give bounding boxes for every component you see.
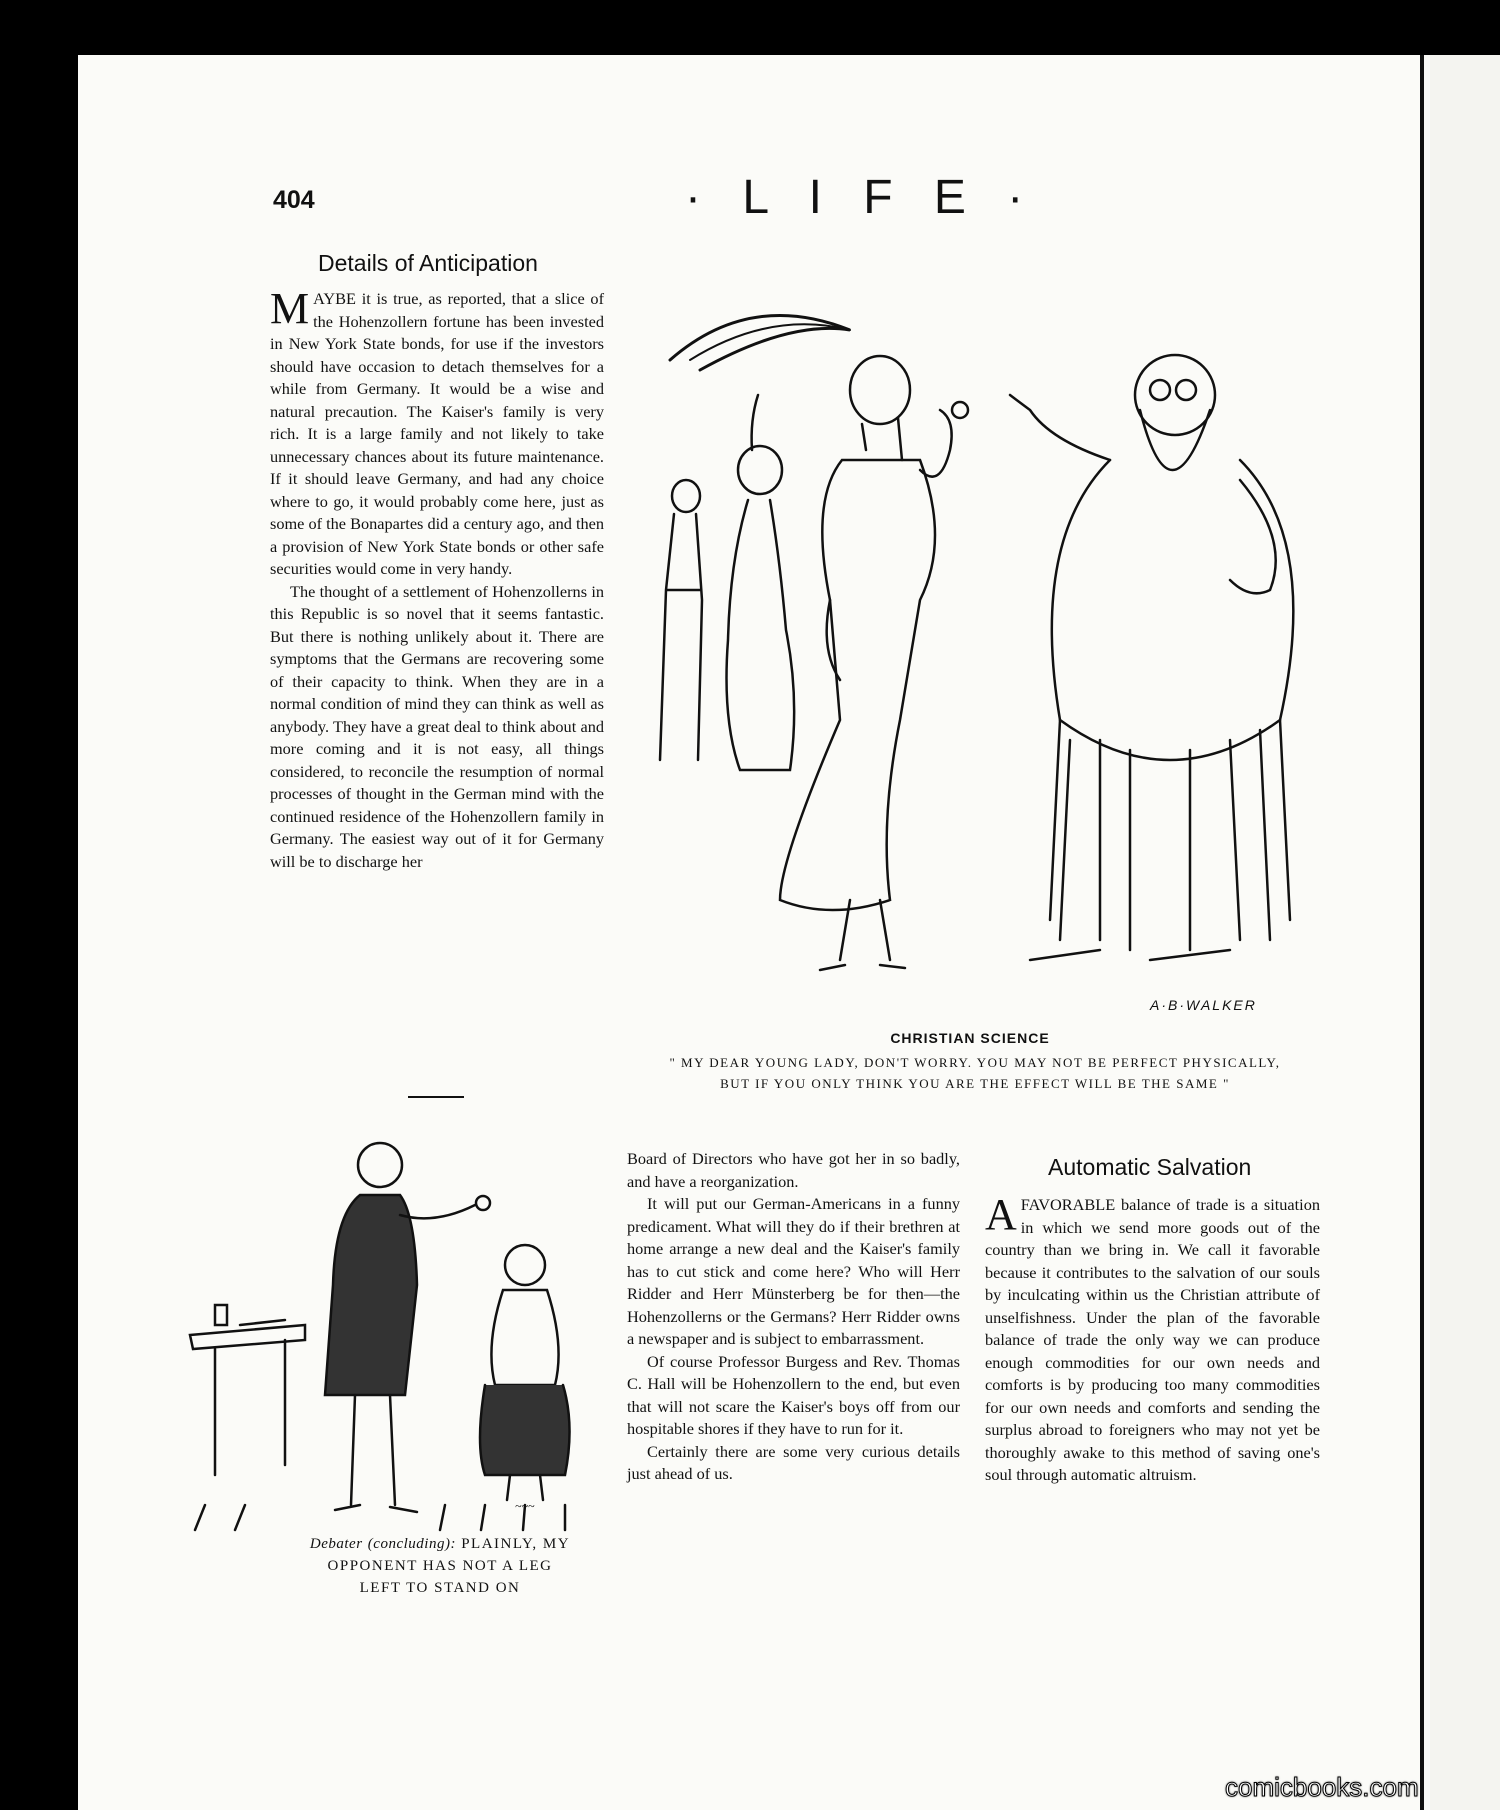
caption-quote-a: PLAINLY, MY <box>461 1536 571 1552</box>
page-gutter <box>1420 55 1424 1810</box>
dropcap-m: M <box>270 284 310 333</box>
illustration1-caption <box>640 1052 1310 1094</box>
article1-continued-2: It will put our German-Americans in a funny predicament. What will they do if their brethren at home arrange a new deal and the Kaiser's family has to cut stick and come here? Who will Herr Ridder and Herr Münsterberg be for then—the Hohenzollerns or the Germans? Herr Ridder owns a newspaper and is subject to embarrassment. <box>627 1194 960 1348</box>
article1-column1 <box>270 284 604 873</box>
article-title-details-of-anticipation: Details of Anticipation <box>318 250 538 276</box>
illustration2-signature-mark: ~~~ <box>515 1499 535 1513</box>
dropcap-a: A <box>985 1190 1017 1239</box>
illustration2-caption <box>255 1533 625 1599</box>
caption-quote-b: OPPONENT HAS NOT A LEG <box>327 1558 553 1574</box>
debater-illustration <box>185 1125 605 1535</box>
illustration1-signature: A·B·WALKER <box>1150 997 1257 1013</box>
illustration1-caption-line1: " MY DEAR YOUNG LADY, DON'T WORRY. YOU MAY NOT BE PERFECT PHYSICALLY, <box>669 1055 1281 1070</box>
watermark: comicbooks.com <box>1225 1772 1419 1802</box>
illustration1-caption-title: CHRISTIAN SCIENCE <box>890 1030 1050 1046</box>
caption-direction: (concluding): <box>367 1536 456 1552</box>
column-divider-rule <box>408 1096 464 1098</box>
illustration1-caption-line2: BUT IF YOU ONLY THINK YOU ARE THE EFFECT WILL BE THE SAME " <box>720 1076 1230 1091</box>
article2-column <box>985 1190 1320 1487</box>
article1-continued-3: Of course Professor Burgess and Rev. Thomas C. Hall will be Hohenzollern to the end, but even that will not scare the Kaiser's boys off from our hospitable shores if they have to run for it. <box>627 1351 960 1438</box>
article1-paragraph2: The thought of a settlement of Hohenzollerns in this Republic is so novel that it seems fantastic. But there is nothing unlikely about it. There are symptoms that the Germans are recovering some of their capacity to think. When they are in a normal condition of mind they can think as well as anybody. They have a great deal to think about and more coming and it is not easy, all things considered, to reconcile the resumption of normal processes of thought in the German mind with the continued residence of the Hohenzollern family in Germany. The easiest way out of it for Germany will be to discharge her <box>270 581 604 871</box>
christian-science-illustration <box>630 300 1310 1020</box>
article2-paragraph: AFAVORABLE balance of trade is a situation in which we send more goods out of the country than we bring in. We call it favorable because it contributes to the salvation of our souls by inculcating within us the Christian attribute of unselfishness. Under the plan of the favorable balance of trade the only way we can produce enough commodities for our own needs and comforts is by producing too many commodities for our own needs and comforts and sending the surplus abroad to foreigners who may not yet be thoroughly awake to this method of saving one's soul through automatic altruism. <box>985 1190 1320 1484</box>
caption-quote-c: LEFT TO STAND ON <box>359 1580 521 1596</box>
article1-continued-4: Certainly there are some very curious details just ahead of us. <box>627 1441 960 1483</box>
article-title-automatic-salvation: Automatic Salvation <box>1048 1154 1252 1180</box>
article1-paragraph1: MAYBE it is true, as reported, that a slice of the Hohenzollern fortune has been invested in New York State bonds, for use if the investors should have occasion to detach themselves for a while from Germany. It would be a wise and natural precaution. The Kaiser's family is very rich. It is a large family and not likely to take unnecessary chances about its future maintenance. If it should leave Germany, and had any choice where to go, it would probably come here, just as some of the Bonapartes did a century ago, and then a provision of New York State bonds or other safe securities would come in very handy. <box>270 284 604 578</box>
page-number: 404 <box>273 186 315 214</box>
caption-speaker: Debater <box>309 1536 363 1552</box>
facing-page-edge <box>1430 55 1500 1810</box>
article1-continued-1: Board of Directors who have got her in so badly, and have a reorganization. <box>627 1149 960 1191</box>
masthead: · L I F E · <box>685 171 1038 224</box>
article1-column2 <box>627 1148 960 1486</box>
